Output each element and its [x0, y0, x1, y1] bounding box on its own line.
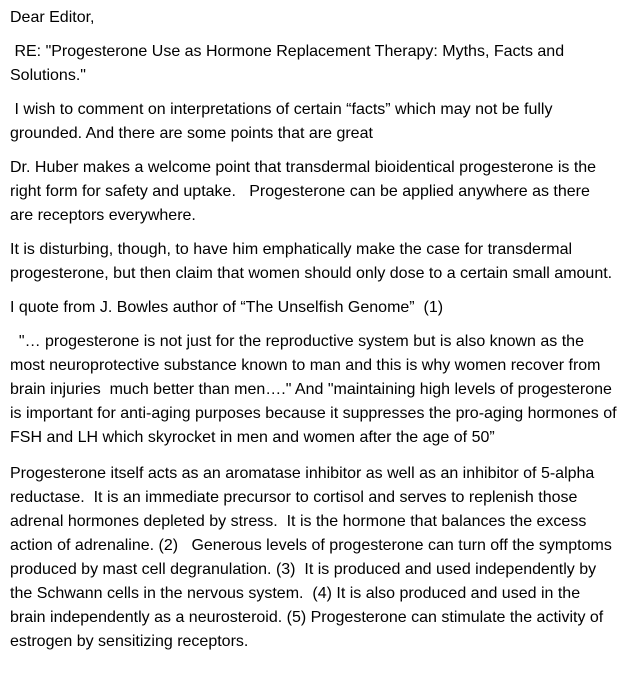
paragraph-quote-intro: I quote from J. Bowles author of “The Unselfish Genome” (1)	[10, 299, 444, 316]
letter-greeting: Dear Editor,	[10, 9, 95, 26]
paragraph-comment-intro: I wish to comment on interpretations of certain “facts” which may not be fully grounded. And there are some points that are great	[10, 101, 557, 142]
letter-re-line: RE: "Progesterone Use as Hormone Replacement Therapy: Myths, Facts and Solutions."	[10, 43, 569, 84]
paragraph-bowles-quote: "… progesterone is not just for the reproductive system but is also known as the most neuroprotective substance known to man and this is why women recover from brain injuries much better than men…." And "maintaining high levels of progesterone is important for anti-aging purposes because it suppresses the pro-aging hormones of FSH and LH which skyrocket in men and women after the age of 50”	[10, 333, 622, 446]
paragraph-progesterone-actions: Progesterone itself acts as an aromatase inhibitor as well as an inhibitor of 5-alpha reductase. It is an immediate precursor to cortisol and serves to replenish those adrenal hormones depleted by stress. It is the hormone that balances the excess action of adrenaline. (2) Generous levels of progesterone can turn off the symptoms produced by mast cell degranulation. (3) It is produced and used independently by the Schwann cells in the nervous system. (4) It is also produced and used in the brain independently as a neurosteroid. (5) Progesterone can stimulate the activity of estrogen by sensitizing receptors.	[10, 465, 617, 650]
paragraph-huber-point: Dr. Huber makes a welcome point that transdermal bioidentical progesterone is the right form for safety and uptake. Progesterone can be applied anywhere as there are receptors everywhere.	[10, 159, 601, 224]
paragraph-disturbing-claim: It is disturbing, though, to have him emphatically make the case for transdermal progesterone, but then claim that women should only dose to a certain small amount.	[10, 241, 613, 282]
